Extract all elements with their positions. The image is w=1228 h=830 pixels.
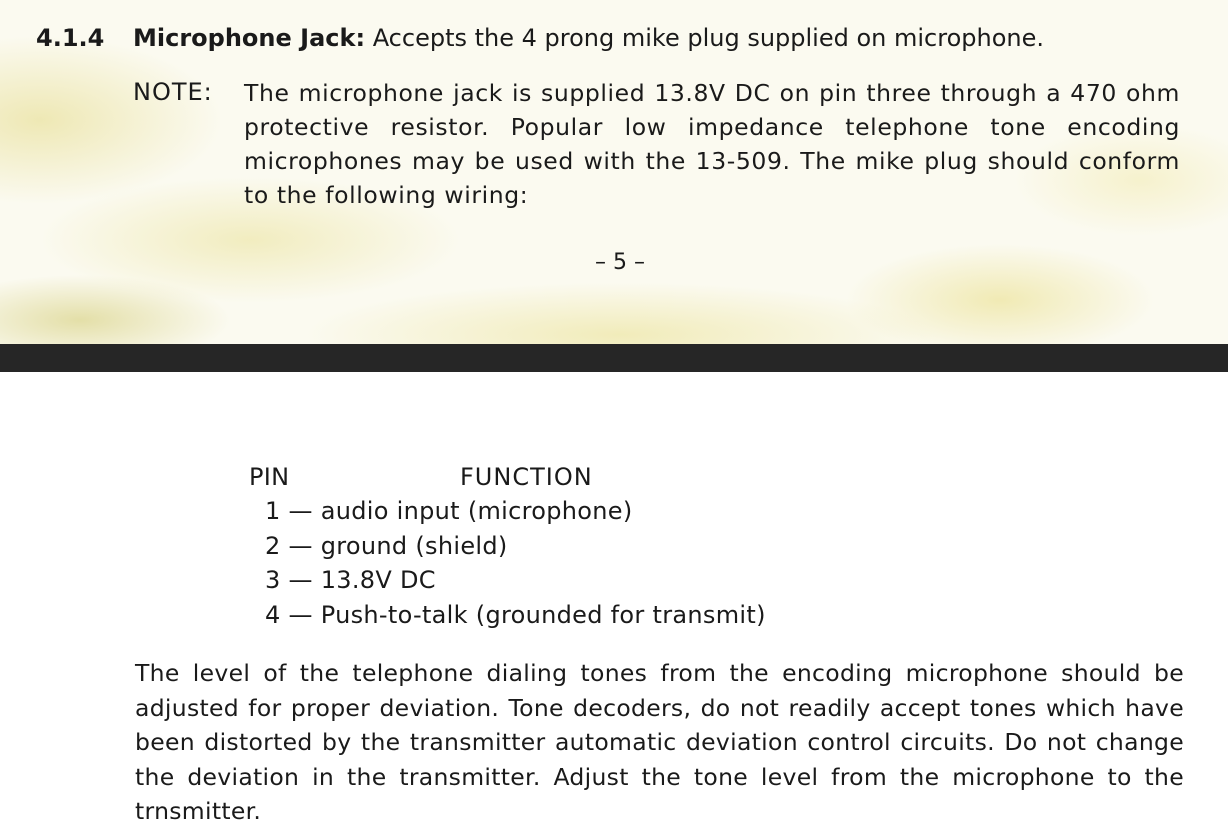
note-label: NOTE: <box>133 78 213 106</box>
pin-row: 3 — 13.8V DC <box>265 566 436 594</box>
section-heading <box>133 22 1044 54</box>
pin-row: 2 — ground (shield) <box>265 531 508 560</box>
pin-row: 1 — audio input (microphone) <box>265 497 633 525</box>
pin-header: PIN <box>249 463 290 491</box>
section-description: Accepts the 4 prong mike plug supplied on microphone. <box>372 24 1044 52</box>
page-number: – 5 – <box>595 250 645 275</box>
closing-paragraph: The level of the telephone dialing tones from the encoding microphone should be adjusted for proper deviation. Tone decoders, do not readily accept tones which have been distorted by the transmitter automatic deviation control circuits. Do not change the deviation in the transmitter. Adjust the tone level from the microphone to the trnsmitter. <box>135 659 1184 825</box>
function-header: FUNCTION <box>460 463 593 491</box>
section-title: Microphone Jack: <box>133 24 366 52</box>
page-5-bottom <box>0 0 1228 344</box>
pin-table-header <box>249 460 766 494</box>
section-number: 4.1.4 <box>36 24 105 52</box>
note-text: The microphone jack is supplied 13.8V DC on pin three through a 470 ohm protective resistor. Popular low impedance telephone tone encoding microphones may be used with the 13-509. The mike plug should conform to the following wiring: <box>244 79 1180 209</box>
pin-table <box>249 460 766 632</box>
page-divider <box>0 344 1228 372</box>
pin-row: 4 — Push-to-talk (grounded for transmit) <box>265 600 766 629</box>
